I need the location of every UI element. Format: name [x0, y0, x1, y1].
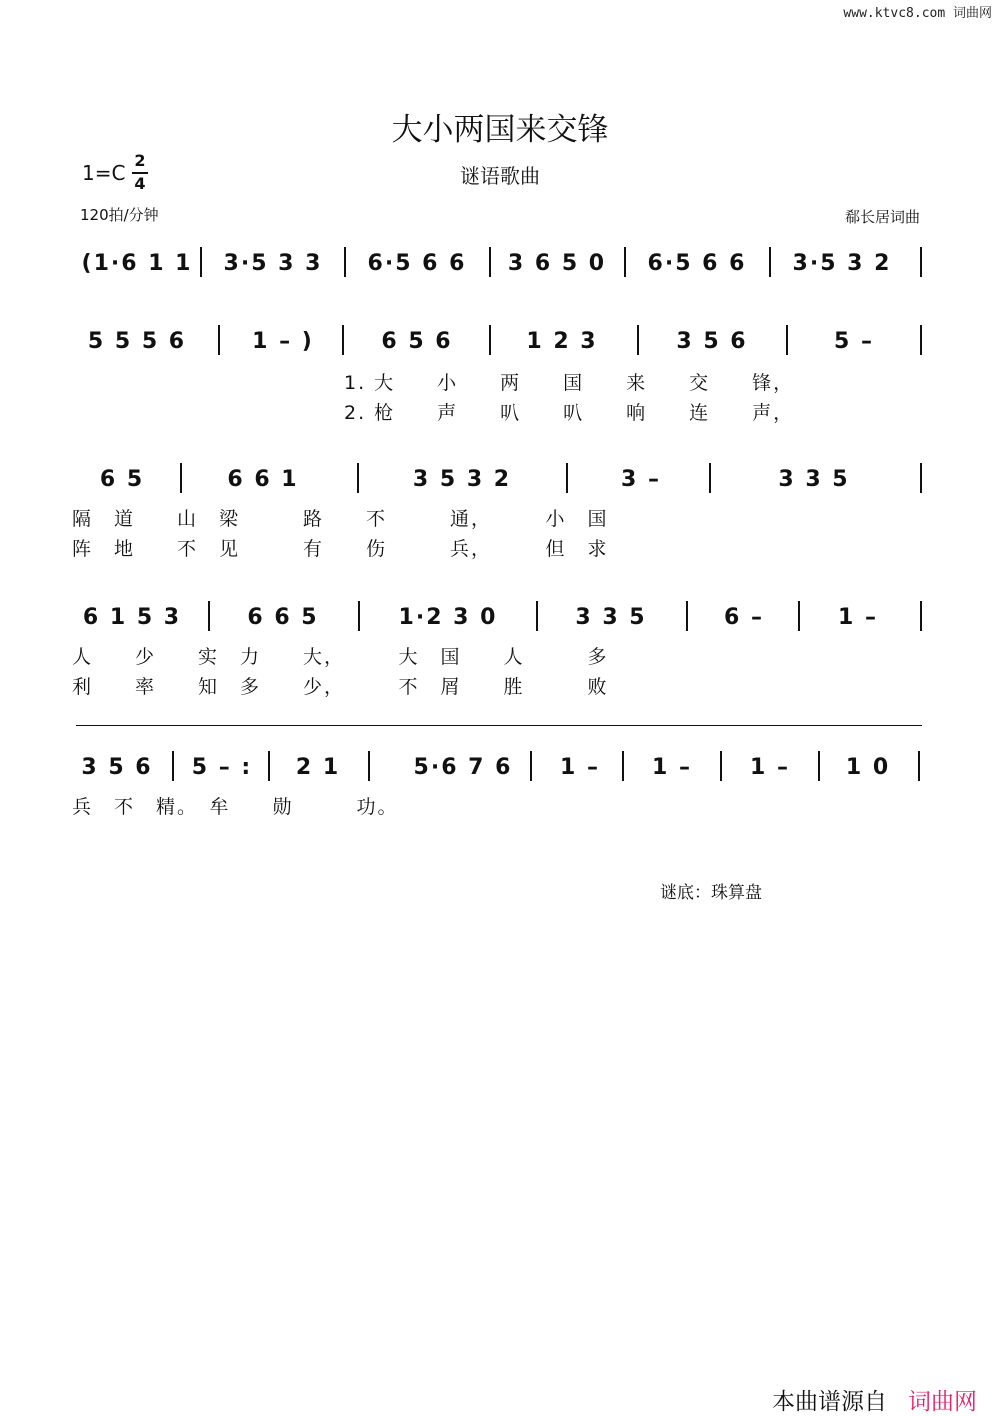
measure: 5·6 7 6 — [413, 754, 513, 780]
measure: 3 5 6 — [676, 328, 748, 354]
bar-line — [622, 751, 624, 781]
time-signature-bottom: 4 — [134, 174, 146, 193]
measure: 6 1 5 3 — [82, 604, 182, 630]
bar-line — [637, 325, 639, 355]
lyrics-verse-2: 利 率 知 多 少， 不 屑 胜 败 — [72, 676, 609, 698]
bar-line — [489, 247, 491, 277]
bar-line — [920, 247, 922, 277]
bar-line — [208, 601, 210, 631]
bar-line — [920, 463, 922, 493]
measure: 3·5 3 3 — [223, 250, 323, 276]
source-text: 本曲谱源自 — [772, 1389, 887, 1415]
lyrics-verse-1: 人 少 实 力 大， 大 国 人 多 — [72, 646, 609, 668]
song-title: 大小两国来交锋 — [391, 112, 609, 148]
bar-line — [920, 325, 922, 355]
bar-line — [786, 325, 788, 355]
measure: 1 0 — [845, 754, 891, 780]
score-row-5 — [72, 744, 924, 818]
bar-line — [358, 601, 360, 631]
bar-line — [686, 601, 688, 631]
measure: 6·5 6 6 — [647, 250, 747, 276]
measure: 3 5 3 2 — [412, 466, 512, 492]
site-url: www.ktvc8.com 词曲网 — [843, 6, 992, 21]
measure: 1 – — [750, 754, 790, 780]
measure: 5 – — [834, 328, 874, 354]
bar-line — [180, 463, 182, 493]
measure: 6 5 — [99, 466, 145, 492]
score-row-4 — [72, 594, 924, 698]
measure: 1 – — [838, 604, 878, 630]
bar-line — [566, 463, 568, 493]
key-signature: 1=C — [82, 161, 126, 185]
measure: 1·2 3 0 — [398, 604, 498, 630]
bar-line — [920, 601, 922, 631]
lyrics-verse-1: 隔 道 山 梁 路 不 通， 小 国 — [72, 508, 609, 530]
bar-line — [200, 247, 202, 277]
song-subtitle: 谜语歌曲 — [460, 164, 540, 188]
measure: 5 5 5 6 — [87, 328, 187, 354]
bar-line — [172, 751, 174, 781]
measure: 5 – : — [191, 754, 253, 780]
final-bar-line — [918, 751, 920, 781]
bar-line — [357, 463, 359, 493]
bar-line — [818, 751, 820, 781]
bar-line — [709, 463, 711, 493]
measure: 3 5 6 — [81, 754, 153, 780]
score-row-1 — [72, 240, 924, 286]
measure: 6 5 6 — [381, 328, 453, 354]
bar-line — [530, 751, 532, 781]
bar-line — [720, 751, 722, 781]
measure: 1 – — [560, 754, 600, 780]
tempo: 120拍/分钟 — [80, 206, 159, 224]
measure: 6 6 5 — [247, 604, 319, 630]
lyrics-verse-1: 1. 大 小 两 国 来 交 锋， — [344, 372, 795, 394]
bar-line — [769, 247, 771, 277]
measure: 3 3 5 — [778, 466, 850, 492]
score-row-2 — [72, 318, 924, 424]
measure: 6 – — [724, 604, 764, 630]
measure: 3 6 5 0 — [507, 250, 607, 276]
measure: 1 – ) — [252, 328, 314, 354]
lyrics-verse-2: 阵 地 不 见 有 伤 兵， 但 求 — [72, 538, 609, 560]
score-row-3 — [72, 456, 924, 560]
measure: 3 3 5 — [575, 604, 647, 630]
measure: 3 – — [621, 466, 661, 492]
measure: 2 1 — [295, 754, 341, 780]
bar-line — [489, 325, 491, 355]
measure: 1 2 3 — [526, 328, 598, 354]
bar-line — [218, 325, 220, 355]
measure: 3·5 3 2 — [792, 250, 892, 276]
bar-line — [368, 751, 370, 781]
volta-bracket — [76, 725, 922, 726]
measure: 6·5 6 6 — [367, 250, 467, 276]
bar-line — [798, 601, 800, 631]
measure: (1·6 1 1 — [81, 250, 193, 276]
measure: 1 – — [652, 754, 692, 780]
lyrics-verse-2: 2. 枪 声 叭 叭 响 连 声， — [344, 402, 795, 424]
bar-line — [344, 247, 346, 277]
repeat-bar-line — [268, 751, 270, 781]
bar-line — [624, 247, 626, 277]
bar-line — [342, 325, 344, 355]
measure: 6 6 1 — [227, 466, 299, 492]
riddle-answer: 谜底：珠算盘 — [660, 883, 762, 903]
bar-line — [536, 601, 538, 631]
time-signature-top: 2 — [134, 151, 146, 170]
source-brand-link[interactable]: 词曲网 — [908, 1389, 977, 1415]
composer-credit: 郗长居词曲 — [844, 208, 920, 226]
lyrics-verse-1: 兵 不 精。 牟 勋 功。 — [72, 796, 399, 818]
